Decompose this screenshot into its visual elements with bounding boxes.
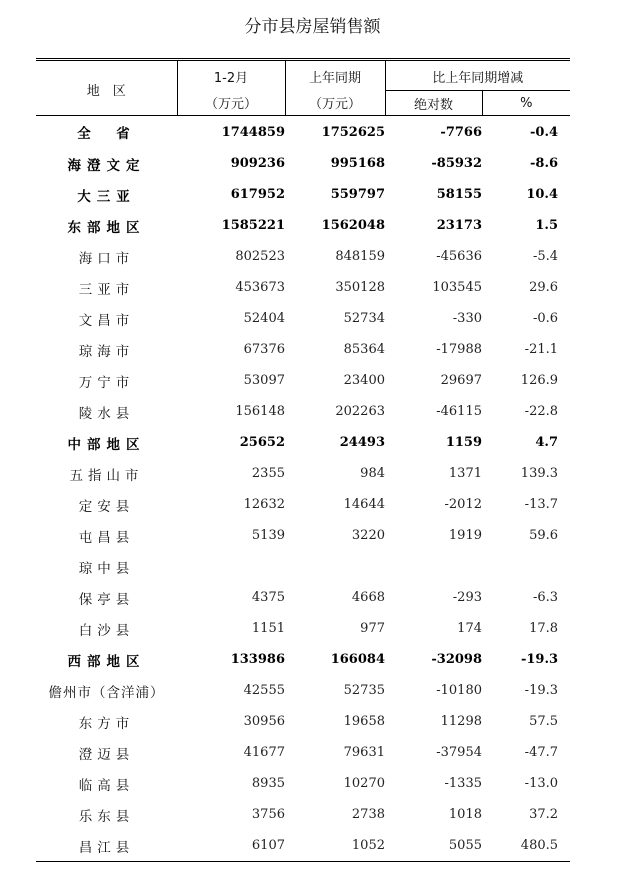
col-pct-header: % (482, 91, 570, 116)
region-name: 儋州市（含洋浦） (48, 684, 165, 701)
percent-change (482, 551, 570, 582)
table-row (36, 830, 570, 862)
table-row (36, 241, 570, 272)
region-name: 中部地区 (67, 436, 146, 453)
previous-value: 984 (360, 466, 385, 481)
region-name: 澄迈县 (78, 746, 135, 763)
absolute-change: -2012 (444, 497, 482, 512)
absolute-change: 58155 (436, 187, 482, 202)
absolute-change: 29697 (440, 373, 482, 388)
percent-change: -21.1 (524, 342, 559, 357)
region-name: 乐东县 (78, 808, 135, 825)
percent-change: 59.6 (529, 528, 559, 543)
region-name: 全 省 (77, 126, 136, 142)
current-value: 802523 (235, 249, 285, 264)
table-body (36, 116, 570, 862)
absolute-change: -10180 (436, 683, 482, 698)
table-row (36, 737, 570, 768)
percent-change: -22.8 (524, 404, 559, 419)
previous-value: 202263 (335, 404, 385, 419)
region-name: 东方市 (78, 715, 135, 732)
absolute-change: -85932 (431, 156, 482, 171)
region-name: 琼中县 (78, 560, 135, 577)
percent-change: 139.3 (520, 466, 559, 481)
previous-value: 24493 (339, 435, 385, 450)
table-row (36, 210, 570, 241)
absolute-change (385, 551, 482, 582)
page-title: 分市县房屋销售额 (244, 17, 381, 37)
region-name: 东部地区 (67, 219, 146, 236)
previous-value: 10270 (343, 776, 385, 791)
current-value: 41677 (243, 745, 285, 760)
previous-value: 1562048 (321, 218, 385, 233)
table-row (36, 365, 570, 396)
region-name: 三亚市 (78, 281, 135, 298)
percent-change: -13.0 (524, 776, 559, 791)
percent-change: 10.4 (526, 187, 559, 202)
absolute-change: -330 (452, 311, 482, 326)
absolute-change: 11298 (440, 714, 482, 729)
absolute-change: -46115 (436, 404, 482, 419)
table-row (36, 520, 570, 551)
percent-change: -0.4 (530, 124, 559, 140)
current-value: 67376 (243, 342, 285, 357)
current-value: 52404 (243, 311, 285, 326)
current-value: 25652 (239, 435, 285, 450)
absolute-change: -293 (452, 590, 482, 605)
previous-value: 1752625 (321, 124, 385, 140)
region-name: 陵水县 (78, 405, 135, 422)
table-row (36, 644, 570, 675)
percent-change: 17.8 (529, 621, 559, 636)
col-prev-unit: （万元） (285, 91, 385, 116)
previous-value: 1052 (285, 830, 385, 862)
table-row (36, 706, 570, 737)
region-name: 临高县 (78, 777, 135, 794)
col-prev-header: 上年同期 (285, 60, 385, 91)
current-value: 2355 (251, 466, 285, 481)
absolute-change: 1159 (445, 435, 482, 450)
region-name: 文昌市 (78, 312, 135, 329)
percent-change: -19.3 (520, 652, 559, 667)
previous-value: 848159 (335, 249, 385, 264)
current-value: 3756 (251, 807, 285, 822)
table-row (36, 116, 570, 149)
previous-value: 4668 (351, 590, 385, 605)
table-row (36, 334, 570, 365)
region-name: 海澄文定 (67, 157, 146, 174)
absolute-change: 103545 (432, 280, 482, 295)
current-value: 617952 (230, 187, 285, 202)
region-name: 保亭县 (78, 591, 135, 608)
region-name: 昌江县 (36, 830, 177, 862)
current-value: 12632 (243, 497, 285, 512)
col-abs-header: 绝对数 (385, 91, 482, 116)
region-name: 大三亚 (77, 188, 136, 205)
percent-change: 1.5 (535, 218, 559, 233)
region-name: 万宁市 (78, 374, 135, 391)
current-value: 1151 (251, 621, 285, 636)
current-value: 453673 (235, 280, 285, 295)
absolute-change: -32098 (431, 652, 482, 667)
absolute-change: 1371 (448, 466, 482, 481)
previous-value: 14644 (343, 497, 385, 512)
previous-value: 85364 (343, 342, 385, 357)
absolute-change: 174 (457, 621, 482, 636)
percent-change: 4.7 (535, 435, 559, 450)
previous-value (285, 551, 385, 582)
region-name: 五指山市 (69, 467, 144, 484)
current-value: 53097 (243, 373, 285, 388)
current-value: 909236 (230, 156, 285, 171)
absolute-change: 1018 (448, 807, 482, 822)
table-row (36, 396, 570, 427)
previous-value: 52734 (343, 311, 385, 326)
col-change-header: 比上年同期增减 (385, 60, 570, 91)
percent-change: 57.5 (529, 714, 559, 729)
region-header: 地 区 (36, 60, 177, 116)
percent-change: -6.3 (532, 590, 559, 605)
sales-table (36, 58, 570, 862)
percent-change: -5.4 (532, 249, 559, 264)
current-value: 4375 (251, 590, 285, 605)
table-row (36, 272, 570, 303)
percent-change: 29.6 (529, 280, 559, 295)
table-row (36, 148, 570, 179)
previous-value: 995168 (330, 156, 385, 171)
table-row (36, 582, 570, 613)
previous-value: 166084 (330, 652, 385, 667)
previous-value: 2738 (351, 807, 385, 822)
col-current-header: 1-2月 (177, 60, 285, 91)
previous-value: 3220 (351, 528, 385, 543)
previous-value: 559797 (330, 187, 385, 202)
absolute-change: -45636 (436, 249, 482, 264)
absolute-change: 23173 (436, 218, 482, 233)
table-row (36, 768, 570, 799)
region-name: 定安县 (78, 498, 135, 515)
previous-value: 350128 (335, 280, 385, 295)
region-name: 海口市 (78, 250, 135, 267)
percent-change: -47.7 (524, 745, 559, 760)
current-value: 156148 (235, 404, 285, 419)
previous-value: 977 (360, 621, 385, 636)
absolute-change: 5055 (385, 830, 482, 862)
previous-value: 19658 (343, 714, 385, 729)
table-row (36, 179, 570, 210)
current-value: 133986 (230, 652, 285, 667)
previous-value: 23400 (343, 373, 385, 388)
current-value: 6107 (177, 830, 285, 862)
percent-change: -0.6 (532, 311, 559, 326)
absolute-change: -37954 (436, 745, 482, 760)
percent-change: -13.7 (524, 497, 559, 512)
table-row (36, 675, 570, 706)
percent-change: 126.9 (520, 373, 559, 388)
current-value: 1585221 (221, 218, 285, 233)
absolute-change: -7766 (440, 124, 482, 140)
region-name: 西部地区 (67, 653, 146, 670)
current-value: 30956 (243, 714, 285, 729)
percent-change: 480.5 (482, 830, 570, 862)
table-row (36, 489, 570, 520)
percent-change: -8.6 (530, 156, 559, 171)
previous-value: 52735 (343, 683, 385, 698)
percent-change: -19.3 (524, 683, 559, 698)
table-row (36, 799, 570, 830)
table-row (36, 551, 570, 582)
region-name: 琼海市 (78, 343, 135, 360)
table-row (36, 458, 570, 489)
region-name: 白沙县 (78, 622, 135, 639)
table-row (36, 613, 570, 644)
table-row (36, 427, 570, 458)
percent-change: 37.2 (529, 807, 559, 822)
current-value: 42555 (243, 683, 285, 698)
current-value: 1744859 (221, 124, 285, 140)
absolute-change: 1919 (448, 528, 482, 543)
previous-value: 79631 (343, 745, 385, 760)
table-row (36, 303, 570, 334)
region-name: 屯昌县 (78, 529, 135, 546)
col-current-unit: （万元） (177, 91, 285, 116)
current-value: 8935 (251, 776, 285, 791)
absolute-change: -17988 (436, 342, 482, 357)
current-value (177, 551, 285, 582)
current-value: 5139 (251, 528, 285, 543)
absolute-change: -1335 (444, 776, 482, 791)
